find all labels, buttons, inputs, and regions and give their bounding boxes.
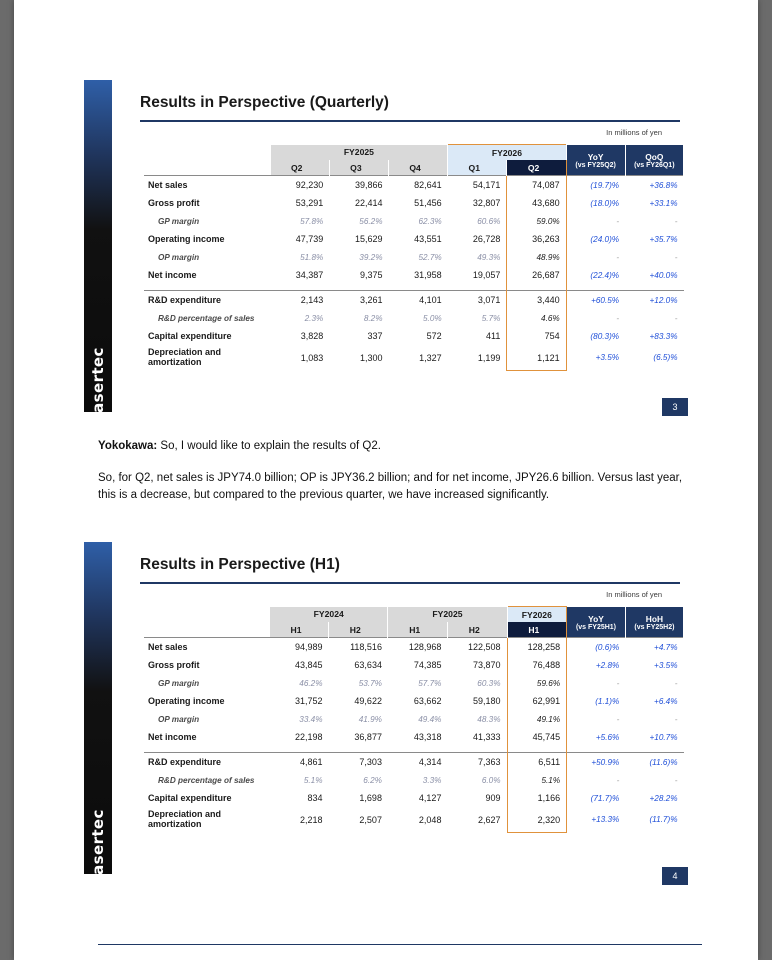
cell-value: 39,866 xyxy=(329,176,388,195)
cell-yoy: (0.6)% xyxy=(567,638,626,657)
cell-value: 46.2% xyxy=(299,678,323,688)
header-period-q3-fy25: Q3 xyxy=(329,160,388,176)
cell-value: 31,958 xyxy=(414,270,442,280)
row-label: Operating income xyxy=(148,696,225,706)
cell-value: 54,171 xyxy=(448,176,507,195)
transcript-paragraph-1 xyxy=(98,438,702,455)
row-label: GP margin xyxy=(158,216,200,226)
table-row xyxy=(144,266,684,284)
cell-value: 41.9% xyxy=(358,714,382,724)
cell-value: 59,180 xyxy=(472,696,501,706)
cell-value: 92,230 xyxy=(271,176,330,195)
cell-value: 56.2% xyxy=(359,216,383,226)
cell-hoh: (11.7)% xyxy=(649,815,678,825)
cell-value-current: 59.6% xyxy=(507,674,567,692)
table-row xyxy=(144,345,684,371)
cell-value-current: 76,488 xyxy=(507,656,567,674)
header-spacer xyxy=(144,145,271,161)
row-label: Capital expenditure xyxy=(148,793,232,803)
cell-hoh: +10.7% xyxy=(649,732,678,742)
table-row xyxy=(144,327,684,345)
cell-value: 1,698 xyxy=(359,793,382,803)
cell-yoy: (1.1)% xyxy=(595,696,620,706)
cell-value-current: 2,320 xyxy=(507,807,567,833)
cell-yoy: (22.4)% xyxy=(590,270,620,280)
cell-qoq: (6.5)% xyxy=(653,353,678,363)
table-row xyxy=(144,194,684,212)
cell-value: 31,752 xyxy=(294,696,323,706)
header-year-fy2025: FY2025 xyxy=(271,145,448,161)
cell-yoy: +13.3% xyxy=(591,815,620,825)
cell-value: 51,456 xyxy=(414,198,442,208)
cell-value: 73,870 xyxy=(472,660,501,670)
brand-label: Lasertec xyxy=(89,347,107,423)
cell-value: 128,968 xyxy=(388,638,448,657)
transcript-paragraph-2: So, for Q2, net sales is JPY74.0 billion; OP is JPY36.2 billion; and for net income, JPY26.6 billion. Versus last year, this is a decrease, but compared to the previous quarter, we have increased significantly. xyxy=(98,472,683,501)
cell-value-current: 59.0% xyxy=(507,212,566,230)
table-row xyxy=(144,212,684,230)
cell-qoq: - xyxy=(674,216,678,226)
cell-value: 74,385 xyxy=(413,660,442,670)
header-period-h1-fy24: H1 xyxy=(270,622,329,638)
row-label: OP margin xyxy=(158,714,200,724)
cell-value: 6.2% xyxy=(363,775,382,785)
cell-hoh: +3.5% xyxy=(654,660,678,670)
cell-value: 2,218 xyxy=(299,814,323,825)
table-row xyxy=(144,638,684,657)
cell-value: 43,318 xyxy=(413,732,442,742)
row-label: Gross profit xyxy=(148,660,200,670)
cell-hoh: - xyxy=(674,775,678,785)
cell-hoh: +6.4% xyxy=(654,696,678,706)
cell-hoh: - xyxy=(674,678,678,688)
header-yoy-line2: (vs FY25H1) xyxy=(575,624,617,632)
cell-qoq: +35.7% xyxy=(649,234,678,244)
cell-value-current: 4.6% xyxy=(507,309,566,327)
cell-value: 4,101 xyxy=(388,291,447,310)
header-hoh-line2: (vs FY25H2) xyxy=(634,624,675,632)
cell-value: 49.4% xyxy=(418,714,442,724)
cell-value: 26,728 xyxy=(472,234,501,244)
cell-value: 53.7% xyxy=(358,678,382,688)
cell-value: 4,314 xyxy=(388,753,448,772)
cell-yoy: - xyxy=(616,252,620,262)
cell-value-current: 49.1% xyxy=(507,710,567,728)
cell-value-current: 1,166 xyxy=(507,789,567,807)
cell-yoy: +5.6% xyxy=(595,732,620,742)
header-year-fy2026: FY2026 xyxy=(507,607,567,623)
cell-hoh: +28.2% xyxy=(649,793,678,803)
unit-note: In millions of yen xyxy=(606,590,662,599)
cell-value: 36,877 xyxy=(354,732,382,742)
cell-qoq: - xyxy=(674,252,678,262)
row-label: R&D percentage of sales xyxy=(158,775,255,785)
cell-value: 909 xyxy=(485,793,501,803)
header-year-fy2024: FY2024 xyxy=(270,607,388,623)
cell-value: 3,828 xyxy=(300,331,324,341)
cell-value: 47,739 xyxy=(295,234,324,244)
cell-value: 53,291 xyxy=(295,198,324,208)
cell-yoy: +2.8% xyxy=(595,660,620,670)
cell-value: 63,634 xyxy=(354,660,382,670)
cell-value: 3,071 xyxy=(448,291,507,310)
cell-yoy: (24.0)% xyxy=(590,234,620,244)
cell-value: 2,507 xyxy=(359,814,382,825)
table-row xyxy=(144,710,684,728)
cell-yoy: - xyxy=(616,775,620,785)
row-label: GP margin xyxy=(158,678,200,688)
cell-hoh: +4.7% xyxy=(625,638,683,657)
unit-note: In millions of yen xyxy=(606,128,662,137)
header-period-q4-fy25: Q4 xyxy=(388,160,447,176)
cell-value: 39.2% xyxy=(359,252,383,262)
header-yoy xyxy=(567,607,626,638)
header-period-h1-fy26: H1 xyxy=(507,622,567,638)
row-label: Net income xyxy=(148,270,197,280)
cell-value: 7,303 xyxy=(329,753,388,772)
cell-hoh: - xyxy=(674,714,678,724)
table-row xyxy=(144,807,684,833)
header-qoq-line2: (vs FY26Q1) xyxy=(634,162,675,170)
cell-value: 82,641 xyxy=(388,176,447,195)
title-divider xyxy=(140,120,680,122)
cell-value: 1,083 xyxy=(300,352,324,363)
cell-value: 57.8% xyxy=(300,216,324,226)
cell-yoy: (71.7)% xyxy=(590,793,620,803)
header-period-q2-fy26: Q2 xyxy=(507,160,566,176)
cell-value-current: 43,680 xyxy=(507,194,566,212)
cell-value-current: 6,511 xyxy=(507,753,567,772)
cell-value-current: 3,440 xyxy=(507,291,566,310)
cell-value-current: 1,121 xyxy=(507,345,566,371)
cell-value: 43,551 xyxy=(414,234,442,244)
cell-value: 9,375 xyxy=(359,270,383,280)
table-row xyxy=(144,728,684,746)
table-row xyxy=(144,230,684,248)
cell-value-current: 45,745 xyxy=(507,728,567,746)
cell-value: 49.3% xyxy=(477,252,501,262)
header-year-fy2025: FY2025 xyxy=(388,607,507,623)
row-label: R&D expenditure xyxy=(144,753,270,772)
quarterly-results-table xyxy=(144,144,684,371)
header-hoh xyxy=(625,607,683,638)
header-period-h2-fy25: H2 xyxy=(447,622,507,638)
cell-value: 5.7% xyxy=(481,313,501,323)
cell-value: 94,989 xyxy=(270,638,329,657)
cell-value: 7,363 xyxy=(447,753,507,772)
table-row xyxy=(144,291,684,310)
row-label: OP margin xyxy=(158,252,200,262)
title-divider xyxy=(140,582,680,584)
cell-value: 22,198 xyxy=(294,732,323,742)
row-label: R&D percentage of sales xyxy=(158,313,255,323)
header-year-fy2026: FY2026 xyxy=(448,145,567,161)
header-yoy-line1: YoY xyxy=(588,614,604,625)
header-period-q1-fy26: Q1 xyxy=(448,160,507,176)
header-hoh-line1: HoH xyxy=(645,614,664,625)
page-content xyxy=(14,0,758,960)
cell-value: 22,414 xyxy=(354,198,383,208)
cell-value-current: 128,258 xyxy=(507,638,567,657)
cell-yoy: - xyxy=(616,216,620,226)
cell-yoy: +3.5% xyxy=(595,353,620,363)
cell-value: 572 xyxy=(426,331,442,341)
table-row xyxy=(144,789,684,807)
table-row xyxy=(144,248,684,266)
slide-spine xyxy=(84,80,112,423)
cell-value: 49,622 xyxy=(354,696,382,706)
row-label: Capital expenditure xyxy=(148,331,232,341)
cell-value: 337 xyxy=(367,331,383,341)
cell-value-current: 74,087 xyxy=(507,176,566,195)
cell-value: 2,143 xyxy=(271,291,330,310)
header-period-q2-fy25: Q2 xyxy=(271,160,330,176)
cell-value: 57.7% xyxy=(418,678,442,688)
cell-value: 3.3% xyxy=(422,775,442,785)
header-qoq-line1: QoQ xyxy=(645,152,664,163)
cell-value: 5.0% xyxy=(423,313,442,323)
table-row xyxy=(144,176,684,195)
cell-yoy: (19.7)% xyxy=(566,176,625,195)
table-row xyxy=(144,309,684,327)
slide-page-number: 3 xyxy=(662,398,688,416)
cell-value: 2,627 xyxy=(477,814,501,825)
document-page xyxy=(14,0,758,960)
cell-value: 3,261 xyxy=(329,291,388,310)
table-row xyxy=(144,771,684,789)
row-label: Depreciation and amortization xyxy=(148,809,222,829)
cell-value-current: 36,263 xyxy=(507,230,566,248)
cell-value: 63,662 xyxy=(413,696,442,706)
cell-value: 60.6% xyxy=(477,216,501,226)
cell-yoy: - xyxy=(616,714,620,724)
cell-value: 51.8% xyxy=(300,252,324,262)
transcript-line-1: So, I would like to explain the results of Q2. xyxy=(157,440,381,452)
row-label: R&D expenditure xyxy=(144,291,271,310)
cell-value: 33.4% xyxy=(299,714,323,724)
cell-qoq: +33.1% xyxy=(649,198,678,208)
cell-yoy: +60.5% xyxy=(566,291,625,310)
cell-value: 19,057 xyxy=(472,270,501,280)
cell-value: 122,508 xyxy=(447,638,507,657)
table-row xyxy=(144,692,684,710)
cell-yoy: +50.9% xyxy=(567,753,626,772)
cell-value-current: 62,991 xyxy=(507,692,567,710)
h1-results-table xyxy=(144,606,684,833)
cell-value: 1,300 xyxy=(359,352,383,363)
cell-qoq: - xyxy=(674,313,678,323)
cell-value-current: 754 xyxy=(507,327,566,345)
cell-yoy: - xyxy=(616,678,620,688)
header-period-h1-fy25: H1 xyxy=(388,622,448,638)
cell-value: 2,048 xyxy=(418,814,442,825)
header-period-h2-fy24: H2 xyxy=(329,622,388,638)
cell-value: 4,127 xyxy=(418,793,442,803)
slide-page-number: 4 xyxy=(662,867,688,885)
cell-value: 48.3% xyxy=(477,714,501,724)
table-row xyxy=(144,656,684,674)
cell-yoy: (18.0)% xyxy=(590,198,620,208)
cell-value: 118,516 xyxy=(329,638,388,657)
cell-value: 8.2% xyxy=(363,313,383,323)
table-header-years xyxy=(144,607,684,623)
row-label: Operating income xyxy=(148,234,225,244)
cell-value: 32,807 xyxy=(472,198,501,208)
cell-value: 43,845 xyxy=(294,660,323,670)
cell-qoq: +12.0% xyxy=(625,291,683,310)
header-spacer-2 xyxy=(144,160,271,176)
table-header-years xyxy=(144,145,684,161)
cell-value: 6.0% xyxy=(481,775,501,785)
cell-qoq: +36.8% xyxy=(625,176,683,195)
cell-value: 4,861 xyxy=(270,753,329,772)
footer-divider xyxy=(98,944,702,945)
header-spacer xyxy=(144,607,270,623)
cell-value: 5.1% xyxy=(303,775,323,785)
cell-value: 62.3% xyxy=(418,216,442,226)
table-row xyxy=(144,753,684,772)
speaker-name: Yokokawa: xyxy=(98,440,158,452)
brand-label: Lasertec xyxy=(89,809,107,885)
header-yoy-line1: YoY xyxy=(587,152,604,163)
row-label: Gross profit xyxy=(148,198,200,208)
header-spacer-2 xyxy=(144,622,270,638)
cell-value-current: 26,687 xyxy=(507,266,566,284)
cell-value: 1,327 xyxy=(419,352,442,363)
row-label: Net income xyxy=(148,732,197,742)
header-qoq xyxy=(625,145,683,176)
cell-value-current: 5.1% xyxy=(507,771,567,789)
row-label: Net sales xyxy=(144,638,270,657)
cell-yoy: (80.3)% xyxy=(590,331,620,341)
slide-title: Results in Perspective (H1) xyxy=(140,556,340,573)
cell-value: 41,333 xyxy=(472,732,501,742)
header-yoy-line2: (vs FY25Q2) xyxy=(575,162,616,170)
cell-hoh: (11.6)% xyxy=(625,753,683,772)
row-label: Net sales xyxy=(144,176,271,195)
cell-value: 52.7% xyxy=(418,252,442,262)
table-row xyxy=(144,674,684,692)
cell-value: 834 xyxy=(307,793,323,803)
cell-qoq: +40.0% xyxy=(649,270,678,280)
cell-qoq: +83.3% xyxy=(649,331,678,341)
cell-value: 2.3% xyxy=(304,313,324,323)
row-label: Depreciation and amortization xyxy=(148,347,222,367)
cell-value: 15,629 xyxy=(354,234,383,244)
cell-value: 60.3% xyxy=(477,678,501,688)
slide-title: Results in Perspective (Quarterly) xyxy=(140,94,389,111)
cell-value-current: 48.9% xyxy=(507,248,566,266)
header-yoy xyxy=(566,145,625,176)
cell-value: 34,387 xyxy=(295,270,324,280)
cell-value: 1,199 xyxy=(477,352,501,363)
slide-spine xyxy=(84,542,112,885)
cell-value: 411 xyxy=(486,331,501,341)
cell-yoy: - xyxy=(616,313,620,323)
